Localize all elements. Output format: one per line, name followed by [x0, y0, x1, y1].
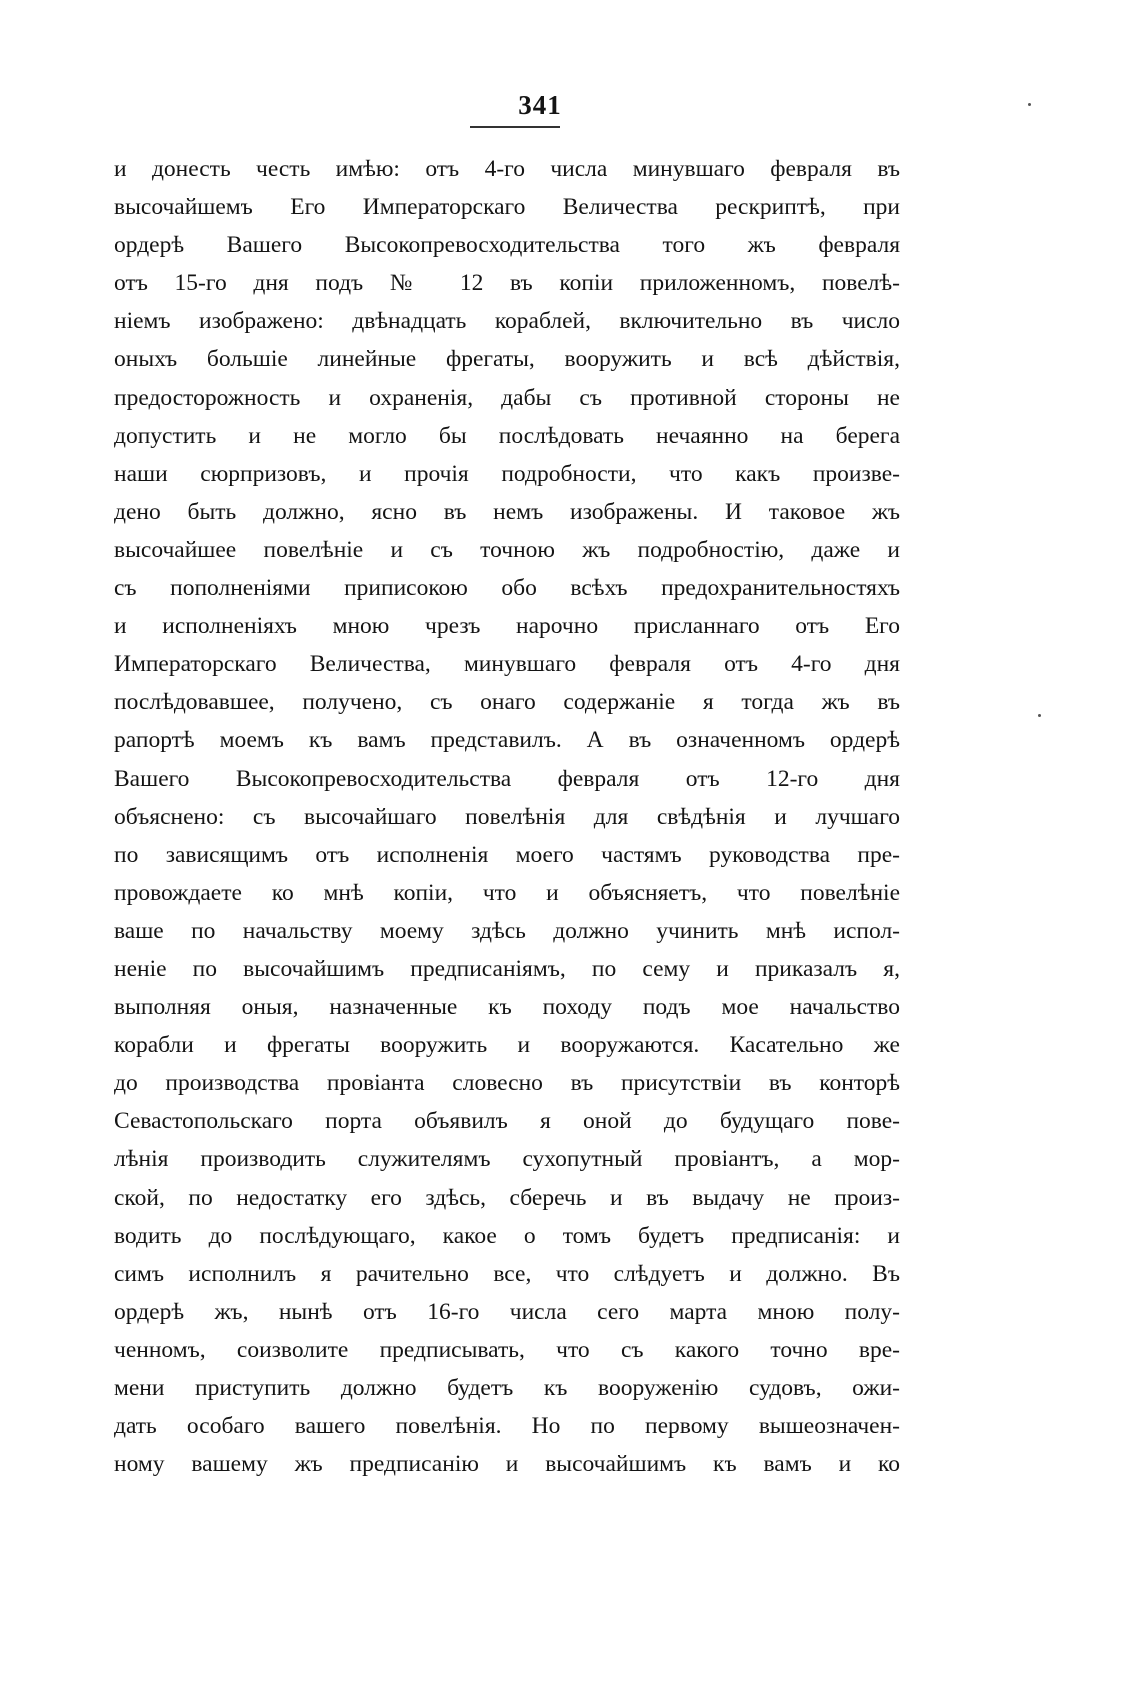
text-line: Вашего Высокопревосходительства февраля отъ 12-го дня: [114, 765, 900, 792]
text-line: Императорскаго Величества, минувшаго февраля отъ 4-го дня: [114, 651, 900, 678]
page-number: 341: [518, 90, 562, 120]
text-line: наши сюрпризовъ, и прочія подробности, что какъ произве-: [114, 460, 900, 487]
text-line: объяснено: съ высочайшаго повелѣнія для свѣдѣнія и лучшаго: [114, 803, 900, 830]
text-line: ваше по начальству моему здѣсь должно учинить мнѣ испол-: [114, 917, 900, 944]
text-line: ному вашему жъ предписанію и высочайшимъ къ вамъ и ко: [114, 1451, 900, 1478]
text-line: отъ 15-го дня подъ № 12 въ копіи приложенномъ, повелѣ-: [114, 270, 900, 297]
text-line: ніемъ изображено: двѣнадцать кораблей, включительно въ число: [114, 308, 900, 335]
body-text: [114, 150, 900, 1483]
text-line: Севастопольскаго порта объявилъ я оной до будущаго пове-: [114, 1108, 900, 1135]
text-line: по зависящимъ отъ исполненія моего частямъ руководства пре-: [114, 841, 900, 868]
text-line: и донесть честь имѣю: отъ 4-го числа минувшаго февраля въ: [114, 156, 900, 182]
text-line: лѣнія производить служителямъ сухопутный провіантъ, а мор-: [114, 1146, 900, 1173]
text-line: допустить и не могло бы послѣдовать нечаянно на берега: [114, 422, 900, 449]
text-line: высочайшее повелѣніе и съ точною жъ подробностію, даже и: [114, 536, 900, 563]
text-line: корабли и фрегаты вооружить и вооружаются. Касательно же: [114, 1032, 900, 1059]
text-line: провождаете ко мнѣ копіи, что и объясняетъ, что повелѣніе: [114, 879, 900, 906]
text-line: неніе по высочайшимъ предписаніямъ, по сему и приказалъ я,: [114, 955, 900, 982]
scan-speck: [1028, 103, 1031, 106]
text-line: дено быть должно, ясно въ немъ изображены. И таковое жъ: [114, 498, 900, 525]
text-line: съ пополненіями приписокою обо всѣхъ предохранительностяхъ: [114, 575, 900, 602]
text-line: ордерѣ жъ, нынѣ отъ 16-го числа сего марта мною полу-: [114, 1298, 900, 1325]
text-line: послѣдовавшее, получено, съ онаго содержаніе я тогда жъ въ: [114, 689, 900, 716]
text-line: симъ исполнилъ я рачительно все, что слѣдуетъ и должно. Въ: [114, 1260, 900, 1287]
text-line: выполняя оныя, назначенные къ походу подъ мое начальство: [114, 994, 900, 1021]
text-line: водить до послѣдующаго, какое о томъ будетъ предписанія: и: [114, 1222, 900, 1249]
text-line: и исполненіяхъ мною чрезъ нарочно присланнаго отъ Его: [114, 613, 900, 640]
text-line: дать особаго вашего повелѣнія. Но по первому вышеозначен-: [114, 1413, 900, 1440]
text-line: ской, по недостатку его здѣсь, сберечь и въ выдачу не произ-: [114, 1184, 900, 1211]
text-line: мени приступить должно будетъ къ вооруженію судовъ, ожи-: [114, 1375, 900, 1401]
text-line: ордерѣ Вашего Высокопревосходительства того жъ февраля: [114, 232, 900, 259]
text-line: ченномъ, соизволите предписывать, что съ какого точно вре-: [114, 1336, 900, 1363]
text-line: до производства провіанта словесно въ присутствіи въ конторѣ: [114, 1070, 900, 1097]
text-line: предосторожность и охраненія, дабы съ противной стороны не: [114, 384, 900, 411]
scan-speck: [1038, 714, 1041, 717]
text-line: оныхъ большіе линейные фрегаты, вооружить и всѣ дѣйствія,: [114, 346, 900, 373]
page-number-rule: [470, 126, 560, 128]
text-line: рапортѣ моемъ къ вамъ представилъ. А въ означенномъ ордерѣ: [114, 727, 900, 754]
text-line: высочайшемъ Его Императорскаго Величества рескриптѣ, при: [114, 194, 900, 221]
